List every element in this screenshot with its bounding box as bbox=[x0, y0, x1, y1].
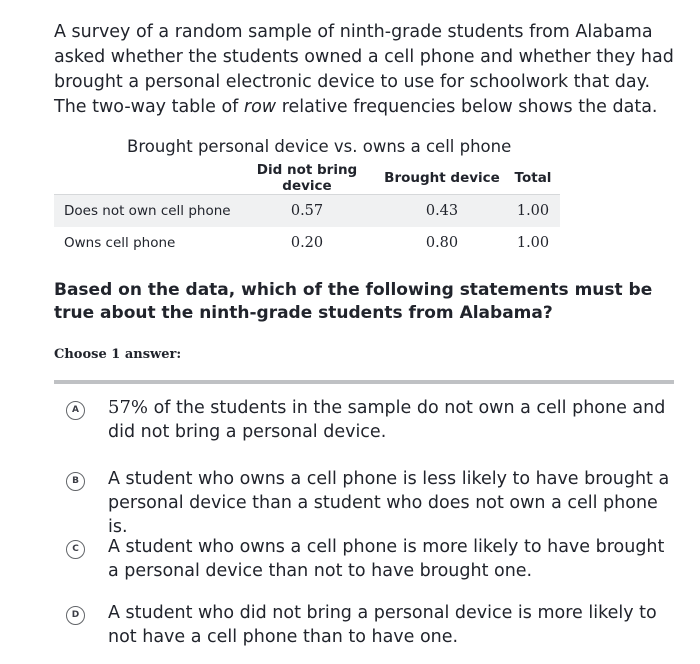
intro-text-end: relative frequencies below shows the data. bbox=[276, 97, 658, 117]
table-cell: 1.00 bbox=[506, 195, 560, 228]
problem-intro bbox=[54, 20, 679, 120]
choice-d-text[interactable]: A student who did not bring a personal device is more likely to not have a cell phone than to have one. bbox=[108, 603, 657, 647]
intro-italic-word: row bbox=[243, 97, 277, 117]
header-did-not-bring: Did not bring device bbox=[236, 162, 378, 195]
choice-b-radio[interactable]: B bbox=[66, 472, 85, 491]
table-cell: 0.43 bbox=[378, 195, 506, 228]
row-label: Owns cell phone bbox=[64, 235, 176, 251]
choice-d-radio[interactable]: D bbox=[66, 606, 85, 625]
table-cell: 0.57 bbox=[236, 195, 378, 228]
choice-c-text[interactable]: A student who owns a cell phone is more likely to have brought a personal device than not to have brought one. bbox=[108, 537, 665, 581]
intro-text-start: A survey of a random sample of ninth-grade students from Alabama asked whether the students owned a cell phone and whether they had brought a personal electronic device to use for schoolwork that day. The two-way table of bbox=[54, 22, 674, 117]
choose-answer-label: Choose 1 answer: bbox=[54, 347, 182, 362]
divider bbox=[54, 380, 674, 384]
table-cell: 0.20 bbox=[290, 235, 324, 251]
table-row bbox=[54, 195, 560, 228]
table-title: Brought personal device vs. owns a cell phone bbox=[127, 137, 512, 156]
question-prompt: Based on the data, which of the following statements must be true about the ninth-grade students from Alabama? bbox=[54, 280, 653, 323]
row-label: Does not own cell phone bbox=[54, 195, 236, 228]
choice-a-math: 57% bbox=[108, 397, 149, 418]
header-total: Total bbox=[506, 162, 560, 195]
table-header-row bbox=[54, 162, 560, 195]
choice-a-text[interactable] bbox=[108, 396, 674, 444]
relative-frequency-table bbox=[54, 162, 560, 259]
table-row bbox=[54, 227, 560, 259]
choice-a-label: of the students in the sample do not own a cell phone and did not bring a personal device. bbox=[108, 398, 666, 442]
table-cell: 0.80 bbox=[425, 235, 459, 251]
table-cell: 1.00 bbox=[516, 235, 550, 251]
choice-a-radio[interactable]: A bbox=[66, 401, 85, 420]
header-brought: Brought device bbox=[378, 162, 506, 195]
header-empty bbox=[54, 162, 236, 195]
choice-b-text[interactable]: A student who owns a cell phone is less likely to have brought a personal device than a student who does not own a cell phone is. bbox=[108, 469, 670, 537]
choice-c-radio[interactable]: C bbox=[66, 540, 85, 559]
